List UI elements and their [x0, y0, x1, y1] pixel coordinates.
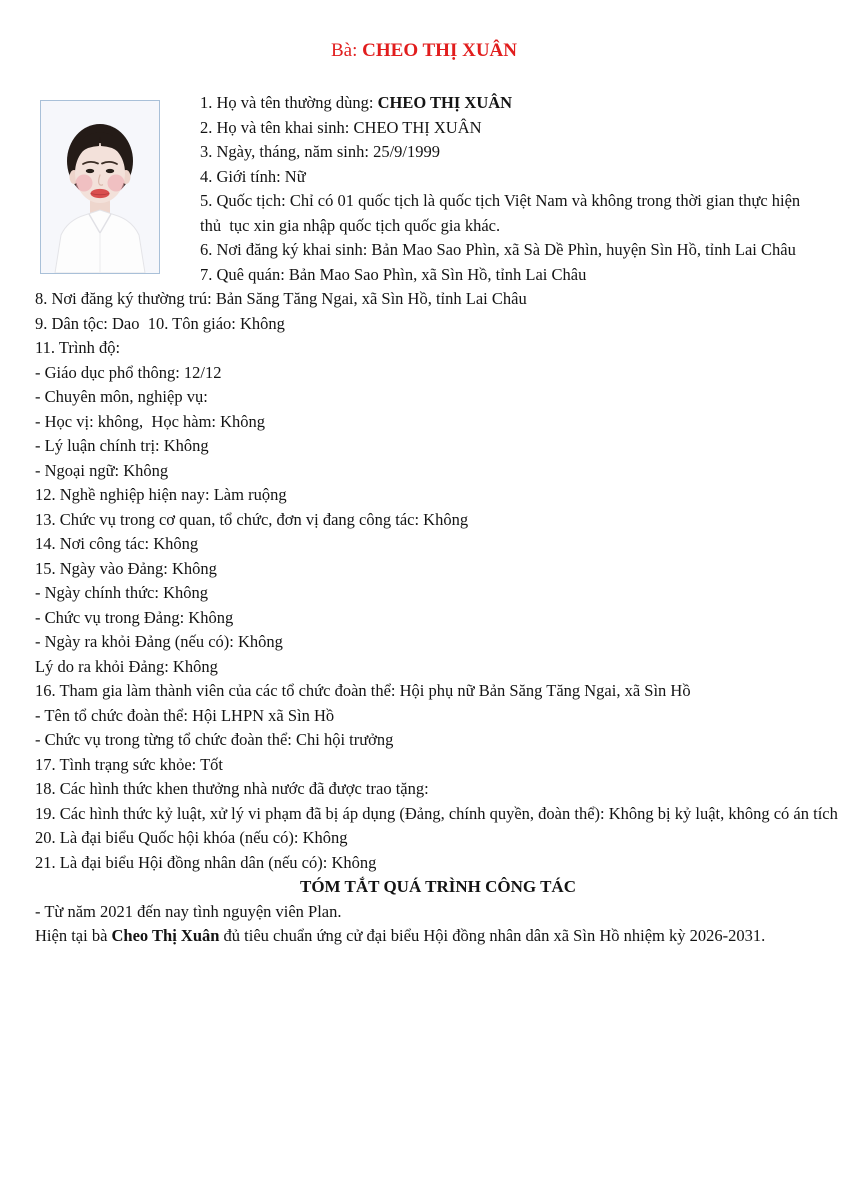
summary-final-line — [35, 924, 841, 949]
body-line: 21. Là đại biểu Hội đồng nhân dân (nếu có): Không — [35, 852, 377, 872]
body-line: - Ngày ra khỏi Đảng (nếu có): Không — [35, 632, 283, 651]
body-line: - Giáo dục phổ thông: 12/12 — [35, 362, 222, 382]
body-line: - Ngày chính thức: Không — [35, 583, 208, 602]
intro-item-5-text: 5. Quốc tịch: Chỉ có 01 quốc tịch là quốc tịch Việt Nam và không trong thời gian thực hiện thủ tục xin gia nhập quốc tịch quốc gia khác. — [200, 191, 805, 235]
body-line: 18. Các hình thức khen thưởng nhà nước đã được trao tặng: — [35, 779, 429, 798]
title-prefix: Bà: — [331, 40, 363, 61]
intro-item-6 — [200, 238, 815, 263]
body-line: 11. Trình độ: — [35, 338, 121, 357]
body-line: 8. Nơi đăng ký thường trú: Bản Săng Tăng Ngai, xã Sìn Hồ, tỉnh Lai Châu — [35, 289, 527, 308]
intro-item-3-text: 3. Ngày, tháng, năm sinh: 25/9/1999 — [200, 142, 440, 161]
body-line: 17. Tình trạng sức khỏe: Tốt — [35, 754, 223, 774]
intro-item-4 — [200, 165, 815, 190]
body-line: 12. Nghề nghiệp hiện nay: Làm ruộng — [35, 485, 287, 504]
portrait-photo — [41, 101, 159, 273]
body-line: - Lý luận chính trị: Không — [35, 436, 209, 455]
intro-item-5 — [200, 189, 815, 238]
title-candidate-name: CHEO THỊ XUÂN — [362, 40, 517, 61]
intro-item-7 — [200, 263, 815, 288]
body-line: - Ngoại ngữ: Không — [35, 460, 169, 480]
intro-items-list — [200, 91, 815, 287]
candidate-photo-frame — [40, 100, 160, 274]
final-line-prefix: Hiện tại bà — [35, 926, 112, 945]
body-line: 16. Tham gia làm thành viên của các tổ chức đoàn thể: Hội phụ nữ Bản Săng Tăng Ngai, xã Sìn Hồ — [35, 681, 691, 700]
body-line: - Chức vụ trong Đảng: Không — [35, 607, 234, 627]
intro-section — [40, 91, 848, 287]
intro-item-1-text: 1. Họ và tên thường dùng: — [200, 93, 378, 112]
intro-item-2 — [200, 116, 815, 141]
body-line: 19. Các hình thức kỷ luật, xử lý vi phạm đã bị áp dụng (Đảng, chính quyền, đoàn thể): Không bị kỷ luật, không có án tích — [35, 803, 838, 823]
body-line: Lý do ra khỏi Đảng: Không — [35, 656, 218, 676]
intro-item-7-text: 7. Quê quán: Bản Mao Sao Phìn, xã Sìn Hồ, tỉnh Lai Châu — [200, 264, 587, 284]
intro-item-6-text: 6. Nơi đăng ký khai sinh: Bản Mao Sao Phìn, xã Sà Dề Phìn, huyện Sìn Hồ, tỉnh Lai Châu — [200, 240, 796, 259]
body-line: 14. Nơi công tác: Không — [35, 534, 199, 553]
body-line: 13. Chức vụ trong cơ quan, tổ chức, đơn vị đang công tác: Không — [35, 509, 469, 529]
intro-item-1 — [200, 91, 815, 116]
body-line: 15. Ngày vào Đảng: Không — [35, 558, 217, 578]
intro-item-1-bold-value: CHEO THỊ XUÂN — [377, 93, 513, 112]
body-line: - Tên tổ chức đoàn thể: Hội LHPN xã Sìn Hồ — [35, 705, 335, 725]
summary-heading: TÓM TẮT QUÁ TRÌNH CÔNG TÁC — [300, 877, 576, 896]
page-title — [0, 0, 848, 64]
summary-line-1: - Từ năm 2021 đến nay tình nguyện viên Plan. — [35, 901, 342, 921]
body-line: 20. Là đại biểu Quốc hội khóa (nếu có): Không — [35, 828, 348, 847]
final-line-suffix: đủ tiêu chuẩn ứng cử đại biểu Hội đồng nhân dân xã Sìn Hồ nhiệm kỳ 2026-2031. — [219, 926, 766, 945]
body-line: - Chức vụ trong từng tổ chức đoàn thể: Chi hội trưởng — [35, 730, 394, 749]
body-line: 9. Dân tộc: Dao 10. Tôn giáo: Không — [35, 313, 285, 333]
body-line: - Chuyên môn, nghiệp vụ: — [35, 387, 208, 406]
intro-item-2-text: 2. Họ và tên khai sinh: CHEO THỊ XUÂN — [200, 117, 482, 137]
body-line: - Học vị: không, Học hàm: Không — [35, 411, 266, 431]
intro-item-4-text: 4. Giới tính: Nữ — [200, 166, 306, 186]
final-line-candidate-name: Cheo Thị Xuân — [111, 926, 220, 945]
biography-body — [35, 287, 841, 949]
intro-item-3 — [200, 140, 815, 165]
